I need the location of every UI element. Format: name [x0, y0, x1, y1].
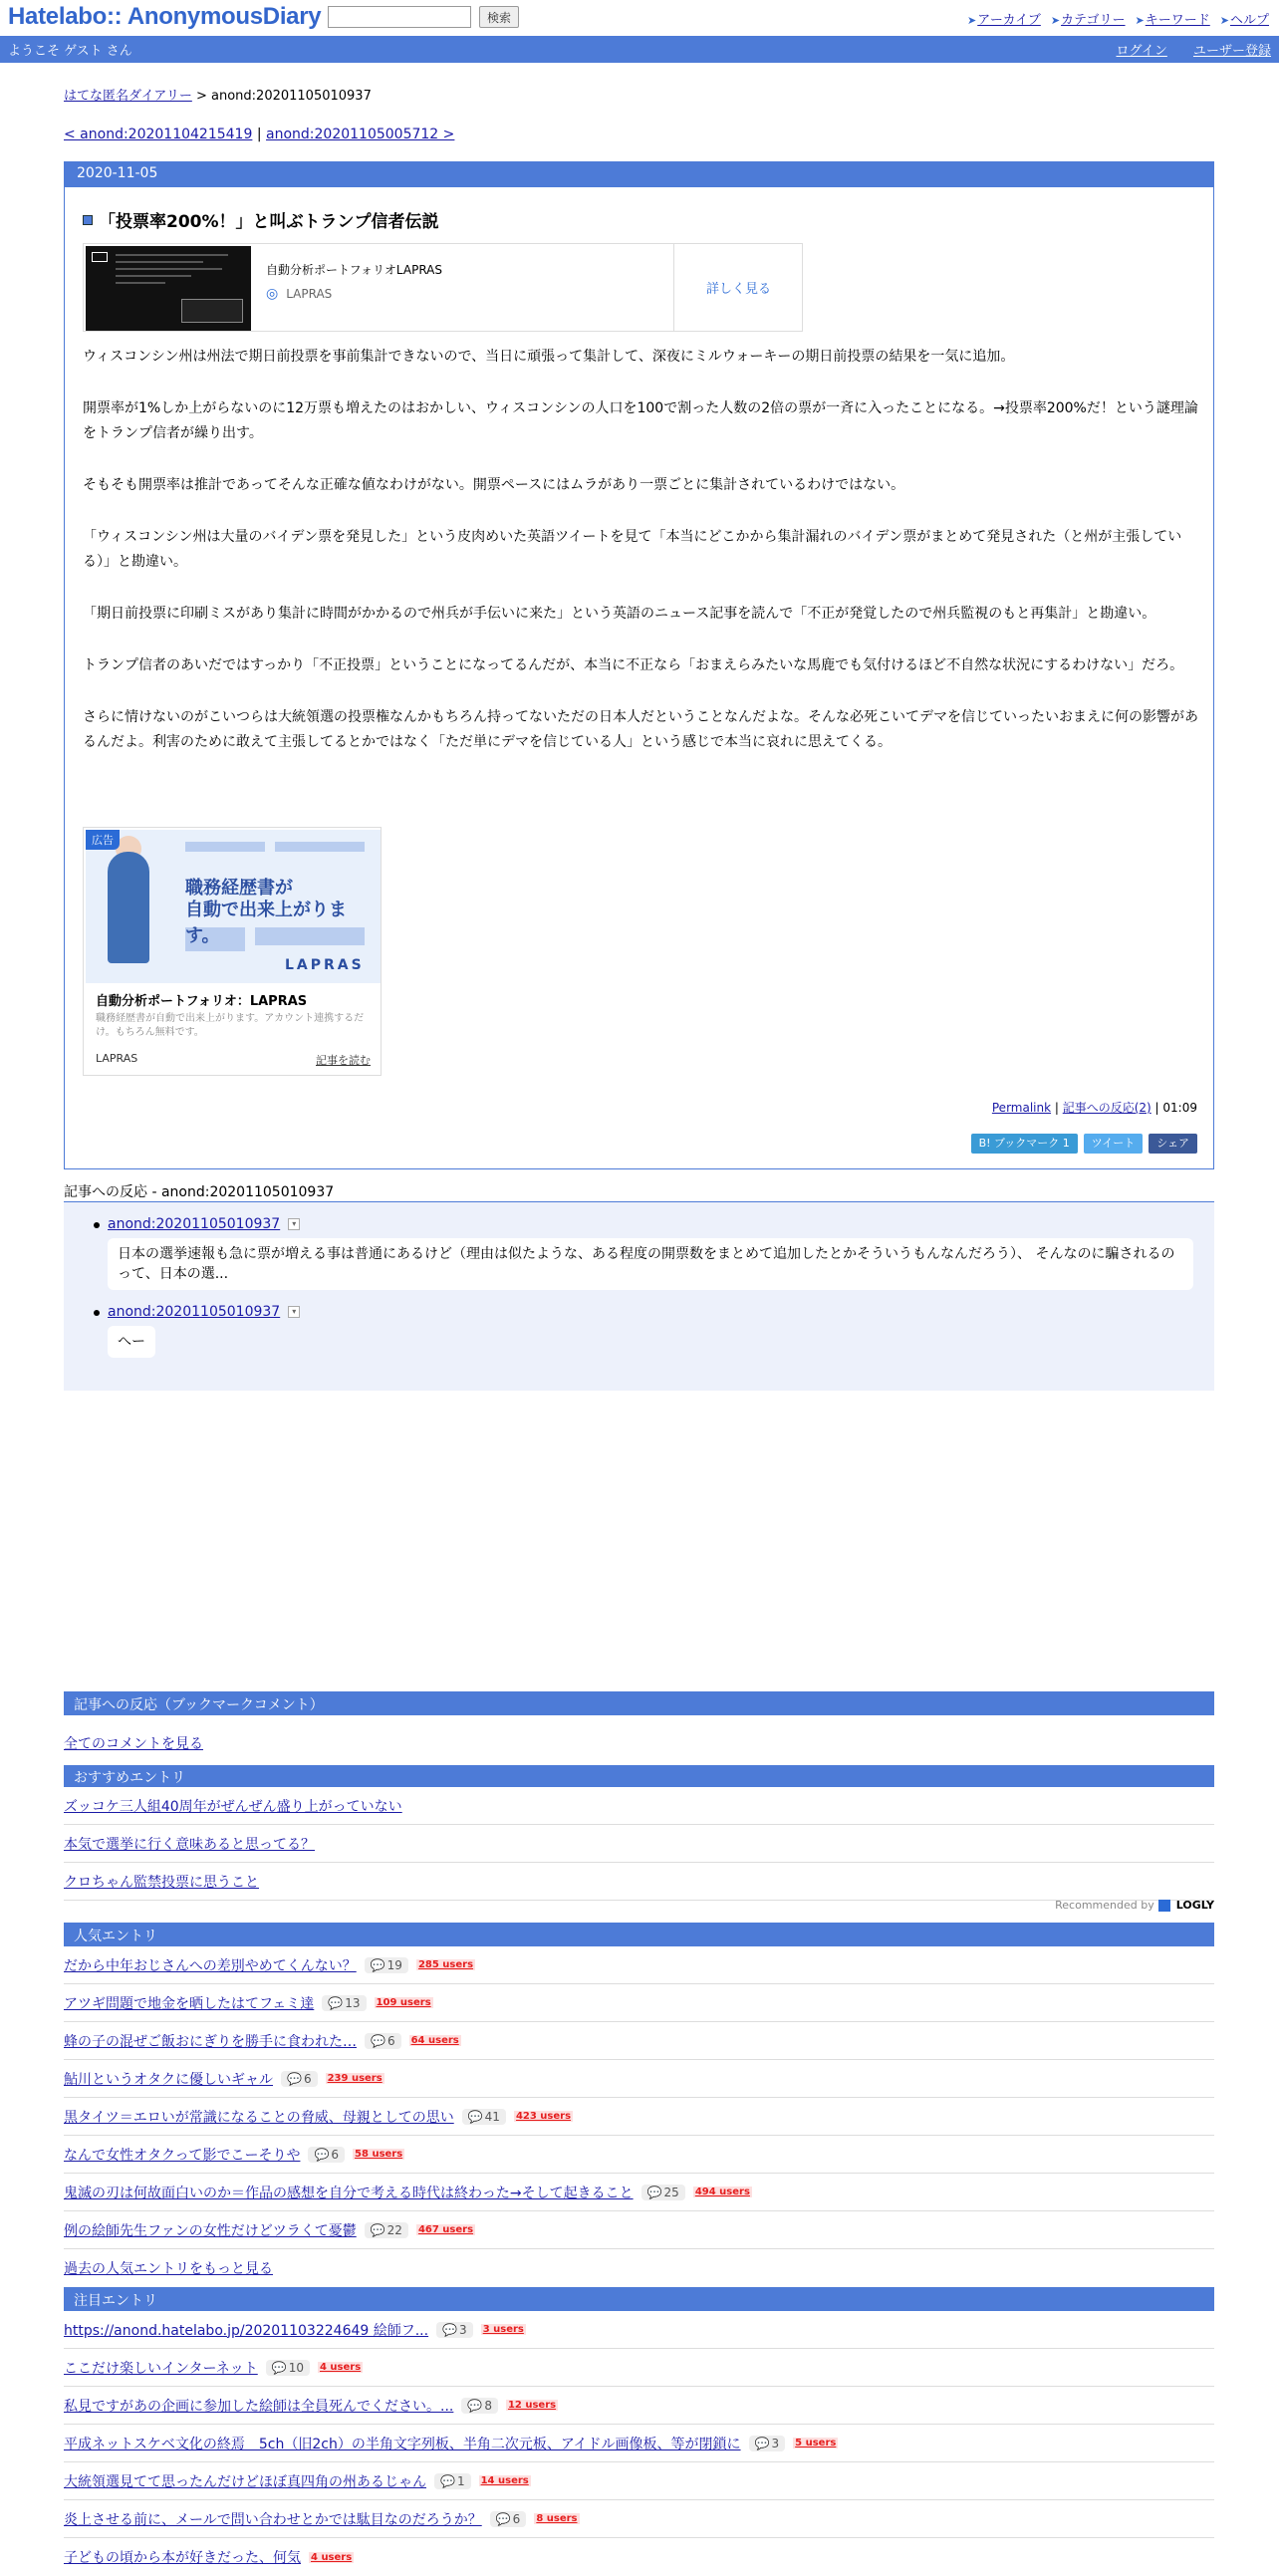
list-item [64, 2500, 1214, 2538]
comment-bubble-icon: 💬 [271, 2360, 287, 2375]
popular-entry-link[interactable]: だから中年おじさんへの差別やめてくんない？ [64, 1957, 357, 1974]
entry-paragraph: 「ウィスコンシン州は大量のバイデン票を発見した」という皮肉めいた英語ツイートを見て「本当にどこかから集計漏れのバイデン票がまとめて発見された（と州が主張している）」と勘違い。 [83, 529, 1182, 570]
arrow-icon: ➤ [1050, 14, 1061, 27]
breadcrumb-current: anond:20201105010937 [211, 89, 372, 104]
list-item [64, 2349, 1214, 2387]
comment-count-value: 8 [484, 2398, 492, 2413]
popular-list [64, 1946, 1214, 2287]
comment-count-value: 6 [512, 2511, 521, 2526]
comment-count-value: 13 [345, 1995, 361, 2010]
comment-count-value: 1 [456, 2473, 465, 2488]
popular-entry-link[interactable]: 鮎川というオタクに優しいギャル [64, 2071, 273, 2088]
register-link[interactable]: ユーザー登録 [1192, 44, 1271, 59]
comment-bubble-icon: 💬 [371, 2033, 385, 2048]
prev-entry-link[interactable]: < anond:20201104215419 [64, 127, 253, 142]
ad-footer-brand: LAPRAS [96, 1052, 138, 1065]
hot-entry-link[interactable]: 私見ですがあの企画に参加した絵師は全員死んでください。... [64, 2398, 454, 2415]
list-item [64, 2136, 1214, 2174]
list-item [64, 2098, 1214, 2136]
share-buttons [971, 1134, 1197, 1154]
bookmark-users-badge[interactable]: 5 users [795, 2438, 837, 2448]
hot-heading: 注目エントリ [64, 2287, 1214, 2311]
entry-time: 01:09 [1162, 1101, 1197, 1115]
list-item [64, 2387, 1214, 2425]
comment-bubble-icon: 💬 [287, 2071, 302, 2086]
person-illustration [108, 852, 149, 963]
comment-count [641, 2185, 685, 2200]
logly-icon [1158, 1900, 1170, 1912]
day-date: 2020-11-05 [65, 162, 1213, 187]
hot-entry-link[interactable]: 子どもの頃から本が好きだった、何気 [64, 2550, 301, 2566]
comment-bubble-icon: 💬 [370, 1957, 385, 1972]
dropdown-icon[interactable]: ▾ [288, 1306, 300, 1318]
ad-thumbnail-mark [92, 252, 108, 262]
comment-count-value: 6 [331, 2147, 340, 2162]
list-item [64, 2060, 1214, 2098]
recommend-link[interactable]: 本気で選挙に行く意味あると思ってる？ [64, 1836, 315, 1853]
list-item [64, 2022, 1214, 2060]
comment-count [461, 2398, 498, 2414]
comment-count [308, 2147, 345, 2163]
comment-bubble-icon: 💬 [440, 2473, 455, 2488]
bookmark-users-badge[interactable]: 14 users [480, 2475, 529, 2486]
reaction-link[interactable]: anond:20201105010937 [108, 1216, 281, 1232]
recommend-heading: おすすめエントリ [64, 1765, 1214, 1787]
ad-headline-1: 職務経歴書が [185, 878, 293, 899]
reaction-quote: 日本の選挙速報も急に票が増える事は普通にあるけど（理由は似たような、ある程度の開票数をまとめて追加したとかそういうもんなんだろう）、 そんなのに騙されるのって、日本の選... [108, 1238, 1193, 1290]
list-item [64, 2425, 1214, 2462]
bookmark-users-badge[interactable]: 239 users [327, 2073, 383, 2084]
entry-paragraph: 開票率が1%しか上がらないのに12万票も増えたのはおかしい、ウィスコンシンの人口を100で割った人数の2倍の票が一斉に入ったことになる。→投票率200%だ！という謎理論をトランプ信者が繰り出す。 [83, 400, 1198, 441]
welcome-text: ようこそ ゲスト さん [8, 44, 132, 59]
list-item [64, 2462, 1214, 2500]
bookmark-comments-heading: 記事への反応（ブックマークコメント） [64, 1691, 1214, 1715]
list-item [64, 2538, 1214, 2576]
comment-count-value: 3 [771, 2436, 780, 2450]
arrow-icon: ➤ [1135, 14, 1145, 27]
comment-count [281, 2071, 318, 2087]
ad-description: 職務経歴書が自動で出来上がります。アカウント連携するだけ。もちろん無料です。 [96, 1013, 365, 1038]
entry-paragraph: さらに情けないのがこいつらは大統領選の投票権なんかもちろん持ってないただの日本人だということなんだよな。そんな必死こいてデマを信じていったいおまえに何の影響があるんだよ。利害のために敢えて主張してるとかではなく「ただ単にデマを信じている人」という感じで本当に哀れに思えてくる。 [83, 709, 1198, 750]
popular-heading: 人気エントリ [64, 1923, 1214, 1946]
recommended-by-text: Recommended by [1055, 1899, 1154, 1912]
bookmark-users-badge[interactable]: 285 users [417, 1959, 474, 1970]
nav-archive-link[interactable]: アーカイブ [977, 13, 1041, 28]
popular-entry-link[interactable]: 鬼滅の刃は何故面白いのか＝作品の感想を自分で考える時代は終わった→そして起きること [64, 2185, 634, 2201]
search-button[interactable]: 検索 [479, 6, 519, 28]
arrow-icon: ➤ [967, 14, 977, 27]
ad-brand [266, 286, 332, 302]
entry-paragraph: トランプ信者のあいだではすっかり「不正投票」ということになってるんだが、本当に不正なら「おまえらみたいな馬鹿でも気付けるほど不自然な状況にするわけない」だろ。 [83, 657, 1184, 673]
comment-bubble-icon: 💬 [370, 2222, 385, 2237]
hot-entry-link[interactable]: https://anond.hatelabo.jp/20201103224649 絵師フ... [64, 2322, 429, 2339]
ad-thumbnail [86, 246, 251, 331]
entry-meta: Permalink | 記事への反応(2) | 01:09 [991, 1101, 1197, 1115]
bookmark-users-badge[interactable]: 8 users [536, 2513, 578, 2524]
bookmark-users-badge[interactable]: 467 users [417, 2224, 474, 2235]
comment-count-value: 25 [663, 2185, 679, 2199]
comment-bubble-icon: 💬 [754, 2436, 770, 2450]
list-item [64, 2211, 1214, 2249]
bookmark-users-badge[interactable]: 58 users [355, 2149, 403, 2160]
entry-marker-icon[interactable] [83, 215, 93, 225]
comment-bubble-icon: 💬 [442, 2322, 458, 2337]
permalink-link[interactable]: Permalink [991, 1101, 1052, 1115]
list-item [64, 1946, 1214, 1984]
comment-bubble-icon: 💬 [328, 1995, 344, 2010]
recommend-link[interactable]: クロちゃん監禁投票に思うこと [64, 1874, 259, 1891]
breadcrumb-home-link[interactable]: はてな匿名ダイアリー [64, 89, 192, 104]
comment-count-value: 6 [303, 2071, 312, 2086]
logly-logo[interactable]: LOGLY [1175, 1899, 1214, 1912]
nav-help-link[interactable]: ヘルプ [1229, 13, 1269, 28]
search-input[interactable] [328, 6, 471, 28]
bookmark-users-badge[interactable]: 4 users [319, 2362, 362, 2373]
reaction-item [108, 1216, 1193, 1290]
entry-body [83, 345, 1198, 782]
entry-title [83, 207, 439, 232]
entry-pager [64, 127, 454, 142]
comment-count [434, 2473, 471, 2489]
nav-keyword-link[interactable]: キーワード [1145, 13, 1210, 28]
next-entry-link[interactable]: anond:20201105005712 > [266, 127, 455, 142]
more-popular-link[interactable]: 過去の人気エントリをもっと見る [64, 2261, 273, 2277]
ad-thumbnail-box [181, 299, 243, 323]
ad-tag: 広告 [86, 830, 120, 850]
reaction-item [108, 1304, 300, 1358]
recommend-list [64, 1787, 1214, 1901]
bookmark-users-badge[interactable]: 4 users [311, 2551, 353, 2563]
hot-entry-link[interactable]: 平成ネットスケベ文化の終焉 5ch（旧2ch）の半角文字列板、半角二次元板、アイドル画像板、等が閉鎖に [64, 2436, 741, 2452]
hot-entry-link[interactable]: 大統領選見てて思ったんだけどほぼ真四角の州あるじゃん [64, 2473, 426, 2490]
facebook-share-button[interactable]: シェア [1149, 1134, 1197, 1154]
ad-brand-name: LAPRAS [286, 287, 333, 301]
comment-bubble-icon: 💬 [314, 2147, 330, 2162]
list-item [64, 1787, 1214, 1825]
hot-entry-link[interactable]: ここだけ楽しいインターネット [64, 2360, 258, 2377]
list-item [64, 1863, 1214, 1901]
popular-entry-link[interactable]: アツギ問題で地金を晒したはてフェミ達 [64, 1995, 315, 2012]
comment-bubble-icon: 💬 [467, 2109, 483, 2124]
comment-bubble-icon: 💬 [467, 2398, 483, 2413]
bookmark-users-badge[interactable]: 12 users [507, 2400, 557, 2411]
comment-count-value: 41 [484, 2109, 500, 2124]
reaction-quote: へー [108, 1326, 155, 1358]
header-nav [967, 9, 1269, 28]
comment-bubble-icon: 💬 [495, 2511, 511, 2526]
ad-title: 自動分析ポートフォリオ：LAPRAS [96, 994, 308, 1009]
bookmark-users-badge[interactable]: 423 users [515, 2111, 572, 2122]
comment-count-value: 6 [386, 2033, 395, 2048]
comment-count-value: 22 [386, 2222, 402, 2237]
site-logo[interactable]: Hatelabo:: AnonymousDiary [8, 3, 322, 30]
reaction-link[interactable]: anond:20201105010937 [108, 1304, 281, 1320]
arrow-icon: ➤ [1219, 14, 1229, 27]
ad-name: 自動分析ポートフォリオLAPRAS [266, 263, 443, 277]
comment-count [436, 2322, 473, 2338]
dropdown-icon[interactable]: ▾ [288, 1218, 300, 1230]
comment-count [490, 2511, 527, 2527]
ad-more-button[interactable]: 詳しく見る [673, 244, 803, 331]
comment-count [365, 1957, 408, 1973]
ad-image-logo: LAPRAS [285, 957, 365, 973]
ad-headline-2: 自動で出来上がります。 [185, 900, 347, 946]
login-link[interactable]: ログイン [1116, 44, 1167, 59]
comment-count [266, 2360, 310, 2376]
popular-entry-link[interactable]: 例の絵師先生ファンの女性だけどツラくて憂鬱 [64, 2222, 357, 2239]
reactions-title: 記事への反応 - anond:20201105010937 [64, 1184, 335, 1200]
nav-category-link[interactable]: カテゴリー [1061, 13, 1126, 28]
comment-bubble-icon: 💬 [646, 2185, 662, 2199]
comment-count-value: 3 [459, 2322, 467, 2337]
ad-card-top[interactable] [83, 243, 803, 332]
popular-entry-link[interactable]: なんで女性オタクって影でこーそりや [64, 2147, 301, 2164]
comment-count-value: 19 [386, 1957, 402, 1972]
entry-paragraph: ウィスコンシン州は州法で期日前投票を事前集計できないので、当日に頑張って集計して、深夜にミルウォーキーの期日前投票の結果を一気に追加。 [83, 349, 1015, 365]
site-header [0, 0, 1279, 36]
popular-entry-link[interactable]: 蜂の子の混ぜご飯おにぎりを勝手に食われた… [64, 2033, 357, 2050]
entry-paragraph: 「期日前投票に印刷ミスがあり集計に時間がかかるので州兵が手伝いに来た」という英語のニュース記事を読んで「不正が発覚したので州兵監視のもと再集計」と勘違い。 [83, 606, 1156, 622]
comment-count [365, 2033, 401, 2049]
fingerprint-icon: ◎ [266, 286, 279, 302]
comment-count-value: 10 [288, 2360, 304, 2375]
comment-count [749, 2436, 786, 2451]
hot-entry-link[interactable]: 炎上させる前に、メールで問い合わせとかでは駄目なのだろうか？ [64, 2511, 482, 2528]
reactions-list [64, 1201, 1214, 1391]
bookmark-users-badge[interactable]: 109 users [376, 1997, 431, 2008]
all-comments-link[interactable]: 全てのコメントを見る [64, 1736, 203, 1752]
reactions-link[interactable]: 記事への反応(2) [1062, 1101, 1151, 1115]
recommended-by [64, 1899, 1214, 1912]
entry-title-text: 「投票率200%！」と叫ぶトランプ信者伝説 [99, 212, 439, 232]
ad-read-link[interactable]: 記事を読む [316, 1054, 371, 1067]
bookmark-users-badge[interactable]: 3 users [482, 2324, 524, 2335]
comment-count [365, 2222, 408, 2238]
ad-card-bottom[interactable] [83, 827, 382, 1076]
bookmark-users-badge[interactable]: 494 users [694, 2187, 750, 2197]
ad-footer [96, 1052, 371, 1068]
ad-thumbnail-lines [116, 254, 241, 289]
recommend-link[interactable]: ズッコケ三人組40周年がぜんぜん盛り上がっていない [64, 1798, 402, 1815]
list-item [64, 2249, 1214, 2287]
comment-count [462, 2109, 506, 2125]
popular-entry-link[interactable]: 黒タイツ＝エロいが常識になることの脅威、母親としての思い [64, 2109, 454, 2126]
comment-count [322, 1995, 366, 2011]
list-item [64, 2174, 1214, 2211]
user-bar [0, 36, 1279, 63]
bookmark-users-badge[interactable]: 64 users [410, 2035, 459, 2046]
list-item [64, 2311, 1214, 2349]
pager-separator: | [252, 127, 267, 142]
hatena-bookmark-button[interactable]: B! ブックマーク 1 [971, 1134, 1078, 1154]
day-box [64, 161, 1214, 1169]
entry-paragraph: そもそも開票率は推計であってそんな正確な値なわけがない。開票ペースにはムラがあり一票ごとに集計されているわけではない。 [83, 477, 905, 493]
breadcrumb [64, 85, 372, 104]
ad-image [86, 830, 381, 983]
list-item [64, 1984, 1214, 2022]
hot-list [64, 2311, 1214, 2576]
breadcrumb-separator: > [191, 89, 212, 104]
tweet-button[interactable]: ツイート [1084, 1134, 1143, 1154]
list-item [64, 1825, 1214, 1863]
